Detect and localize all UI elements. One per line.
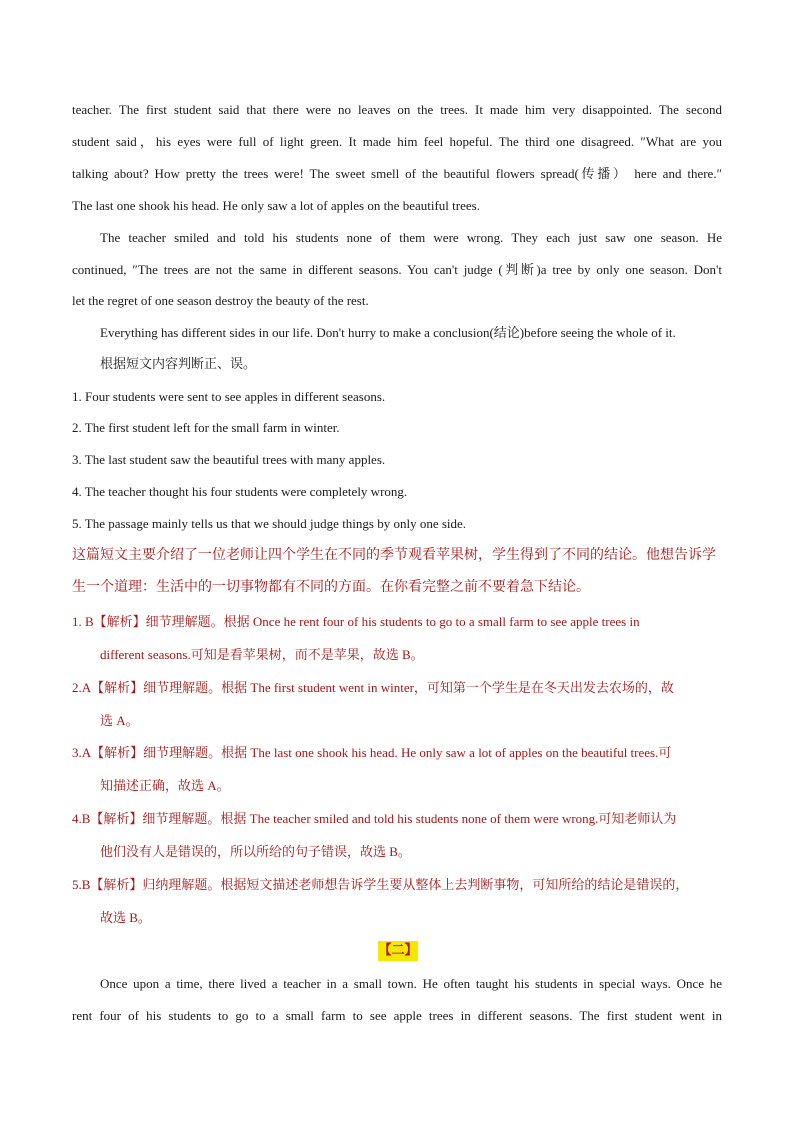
answer-line: 3.A【解析】细节理解题。根据 The last one shook his head. He only saw a lot of apples on the beautiful trees.可	[72, 745, 672, 760]
answer-line: 1. B【解析】细节理解题。根据 Once he rent four of his students to go to a small farm to see apple trees in	[72, 614, 640, 629]
passage-line: The last one shook his head. He only saw a lot of apples on the beautiful trees.	[72, 198, 480, 213]
question-item: 4. The teacher thought his four students were completely wrong.	[72, 484, 408, 499]
passage-line: The teacher smiled and told his students none of them were wrong. They each just saw one season. He	[100, 230, 722, 245]
answer-line: 他们没有人是错误的，所以所给的句子错误，故选 B。	[100, 844, 411, 859]
passage-line: Once upon a time, there lived a teacher in a small town. He often taught his students in special ways. Once he	[100, 976, 722, 991]
passage-line: let the regret of one season destroy the beauty of the rest.	[72, 293, 369, 308]
answer-line: 2.A【解析】细节理解题。根据 The first student went in winter，可知第一个学生是在冬天出发去农场的，故	[72, 680, 674, 695]
answer-line: 4.B【解析】细节理解题。根据 The teacher smiled and told his students none of them were wrong.可知老师认为	[72, 811, 677, 826]
passage-line: student said，his eyes were full of light green. It made him feel hopeful. The third one disagreed. ″What are you	[72, 134, 722, 149]
passage-line: talking about? How pretty the trees were! The sweet smell of the beautiful flowers spread(传播） here and there.″	[72, 166, 722, 181]
question-item: 2. The first student left for the small farm in winter.	[72, 420, 340, 435]
summary-line: 这篇短文主要介绍了一位老师让四个学生在不同的季节观看苹果树，学生得到了不同的结论。他想告诉学	[72, 547, 716, 563]
answer-line: 知描述正确，故选 A。	[100, 778, 230, 793]
passage-line: teacher. The first student said that there were no leaves on the trees. It made him very disappointed. The second	[72, 102, 722, 117]
passage-line: Everything has different sides in our life. Don't hurry to make a conclusion(结论)before seeing the whole of it.	[100, 325, 676, 340]
question-item: 5. The passage mainly tells us that we should judge things by only one side.	[72, 516, 467, 531]
section-label: 【二】	[378, 941, 418, 961]
passage-line: continued, ″The trees are not the same in different seasons. You can't judge (判断)a tree by only one season. Don't	[72, 262, 722, 277]
answer-line: 故选 B。	[100, 910, 151, 925]
passage-line: rent four of his students to go to a small farm to see apple trees in different seasons. The first student went in	[72, 1008, 722, 1023]
instruction-text: 根据短文内容判断正、误。	[100, 357, 257, 372]
question-item: 1. Four students were sent to see apples in different seasons.	[72, 389, 386, 404]
question-item: 3. The last student saw the beautiful trees with many apples.	[72, 452, 386, 467]
answer-line: different seasons.可知是看苹果树，而不是苹果，故选 B。	[100, 647, 424, 662]
answer-line: 5.B【解析】归纳理解题。根据短文描述老师想告诉学生要从整体上去判断事物，可知所给的结论是错误的，	[72, 877, 689, 892]
answer-line: 选 A。	[100, 713, 139, 728]
summary-line: 生一个道理：生活中的一切事物都有不同的方面。在你看完整之前不要着急下结论。	[72, 579, 590, 595]
